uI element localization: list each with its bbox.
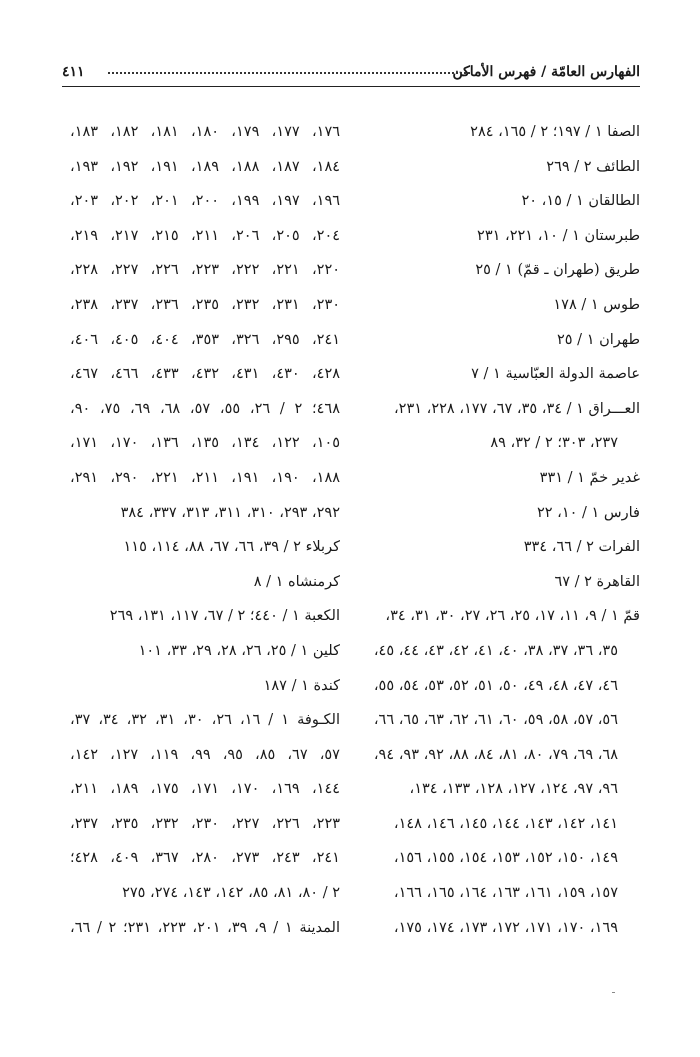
header-leader-dots [108, 72, 470, 74]
index-entry-line: ٢ / ٨٠، ٨١، ٨٥، ١٤٢، ١٤٣، ٢٧٤، ٢٧٥ [122, 885, 340, 902]
index-entry-line: غدير خمّ ١ / ٣٣١ [539, 469, 640, 486]
index-entry-line: ١٤١، ١٤٢، ١٤٣، ١٤٤، ١٤٥، ١٤٦، ١٤٨، [393, 815, 618, 832]
index-entry-line: الطالقان ١ / ١٥، ٢٠ [521, 193, 640, 210]
index-entry-line: كربلاء ٢ / ٣٩، ٦٦، ٦٧، ٨٨، ١١٤، ١١٥ [123, 539, 340, 556]
index-entry-line: ١٤٤، ١٦٩، ١٧٠، ١٧١، ١٧٥، ١٨٩، ٢١١، [70, 781, 340, 798]
index-entry-line: طوس ١ / ١٧٨ [553, 296, 640, 313]
index-entry-line: المدينة ١ / ٩، ٣٩، ٢٠١، ٢٢٣، ٢٣١؛ ٢ / ٦٦، [70, 919, 340, 936]
index-entry-line: ٣٥، ٣٦، ٣٧، ٣٨، ٤٠، ٤١، ٤٢، ٤٣، ٤٤، ٤٥، [373, 642, 618, 659]
index-entry-line: ١٥٧، ١٥٩، ١٦١، ١٦٣، ١٦٤، ١٦٥، ١٦٦، [393, 885, 618, 902]
index-entry-line: ٢٠٤، ٢٠٥، ٢٠٦، ٢١١، ٢١٥، ٢١٧، ٢١٩، [70, 227, 340, 244]
index-entry-line: ٥٧، ٦٧، ٨٥، ٩٥، ٩٩، ١١٩، ١٢٧، ١٤٢، [70, 746, 340, 763]
index-entry-line: ١٦٩، ١٧٠، ١٧١، ١٧٢، ١٧٣، ١٧٤، ١٧٥، [393, 919, 618, 936]
index-entry-line: ٢٢٠، ٢٢١، ٢٢٢، ٢٢٣، ٢٢٦، ٢٢٧، ٢٢٨، [70, 262, 340, 279]
index-entry-line: ٦٨، ٦٩، ٧٩، ٨٠، ٨١، ٨٤، ٨٨، ٩٢، ٩٣، ٩٤، [373, 746, 618, 763]
index-entry-line: ٢٤١، ٢٩٥، ٣٢٦، ٣٥٣، ٤٠٤، ٤٠٥، ٤٠٦، [70, 331, 340, 348]
running-header [62, 60, 640, 84]
index-entry-line: قمّ ١ / ٩، ١١، ١٧، ٢٥، ٢٦، ٢٧، ٣٠، ٣١، ٣٤، [385, 608, 640, 625]
index-entry-line: ٢٤١، ٢٤٣، ٢٧٣، ٢٨٠، ٣٦٧، ٤٠٩، ٤٢٨؛ [70, 850, 340, 867]
index-entry-line: الطائف ٢ / ٢٦٩ [546, 158, 640, 175]
index-entry-line: طبرستان ١ / ١٠، ٢٢١، ٢٣١ [477, 227, 640, 244]
index-entry-line: كندة ١ / ١٨٧ [263, 677, 340, 694]
index-entry-line: ٢٢٣، ٢٢٦، ٢٢٧، ٢٣٠، ٢٣٢، ٢٣٥، ٢٣٧، [70, 815, 340, 832]
index-entry-line: ٢٣٠، ٢٣١، ٢٣٢، ٢٣٥، ٢٣٦، ٢٣٧، ٢٣٨، [70, 296, 340, 313]
header-title: الفهارس العامّة / فهرس الأماكن [452, 64, 640, 80]
index-entry-line: فارس ١ / ١٠، ٢٢ [536, 504, 640, 521]
index-entry-line: الفرات ٢ / ٦٦، ٣٣٤ [523, 539, 640, 556]
index-entry-line: عاصمة الدولة العبّاسية ١ / ٧ [471, 366, 640, 383]
header-rule [62, 86, 640, 87]
index-entry-line: ١٨٨، ١٩٠، ١٩١، ٢١١، ٢٢١، ٢٩٠، ٢٩١، [70, 469, 340, 486]
index-entry-line: ٤٢٨، ٤٣٠، ٤٣١، ٤٣٢، ٤٣٣، ٤٦٦، ٤٦٧، [70, 366, 340, 383]
right-column [356, 115, 640, 945]
index-entry-line: ١٤٩، ١٥٠، ١٥٢، ١٥٣، ١٥٤، ١٥٥، ١٥٦، [393, 850, 618, 867]
left-column [70, 115, 340, 945]
page-speck [612, 992, 615, 993]
index-entry-line: الكـوفة ١ / ١٦، ٢٦، ٣٠، ٣١، ٣٢، ٣٤، ٣٧، [70, 712, 340, 729]
index-entry-line: ٤٦٨؛ ٢ / ٢٦، ٥٥، ٥٧، ٦٨، ٦٩، ٧٥، ٩٠، [70, 400, 340, 417]
index-entry-line: العـــراق ١ / ٣٤، ٣٥، ٦٧، ١٧٧، ٢٢٨، ٢٣١، [393, 400, 640, 417]
page-number: ٤١١ [62, 64, 85, 80]
index-entry-line: كلين ١ / ٢٥، ٢٦، ٢٨، ٢٩، ٣٣، ١٠١ [138, 642, 340, 659]
index-entry-line: الكعبة ١ / ٤٤٠؛ ٢ / ٦٧، ١١٧، ١٣١، ٢٦٩ [109, 608, 340, 625]
index-entry-line: ٢٩٢، ٢٩٣، ٣١٠، ٣١١، ٣١٣، ٣٣٧، ٣٨٤ [120, 504, 340, 521]
index-entry-line: كرمنشاه ١ / ٨ [253, 573, 340, 590]
index-entry-line: القاهرة ٢ / ٦٧ [554, 573, 640, 590]
index-entry-line: طريق (طهران ـ قمّ) ١ / ٢٥ [475, 262, 640, 279]
index-entry-line: ٥٦، ٥٧، ٥٨، ٥٩، ٦٠، ٦١، ٦٢، ٦٣، ٦٥، ٦٦، [373, 712, 618, 729]
index-entry-line: ١٧٦، ١٧٧، ١٧٩، ١٨٠، ١٨١، ١٨٢، ١٨٣، [70, 124, 340, 140]
index-entry-line: ١٩٦، ١٩٧، ١٩٩، ٢٠٠، ٢٠١، ٢٠٢، ٢٠٣، [70, 193, 340, 210]
index-entry-line: ٩٦، ٩٧، ١٢٤، ١٢٧، ١٢٨، ١٣٣، ١٣٤، [409, 781, 618, 798]
index-entry-line: ٤٦، ٤٧، ٤٨، ٤٩، ٥٠، ٥١، ٥٢، ٥٣، ٥٤، ٥٥، [373, 677, 618, 694]
index-entry-line: ٢٣٧، ٣٠٣؛ ٢ / ٣٢، ٨٩ [490, 435, 618, 452]
index-entry-line: ١٨٤، ١٨٧، ١٨٨، ١٨٩، ١٩١، ١٩٢، ١٩٣، [70, 158, 340, 175]
index-entry-line: ١٠٥، ١٢٢، ١٣٤، ١٣٥، ١٣٦، ١٧٠، ١٧١، [70, 435, 340, 452]
index-entry-line: الصفا ١ / ١٩٧؛ ٢ / ١٦٥، ٢٨٤ [470, 124, 640, 140]
index-entry-line: طهران ١ / ٢٥ [557, 331, 640, 348]
